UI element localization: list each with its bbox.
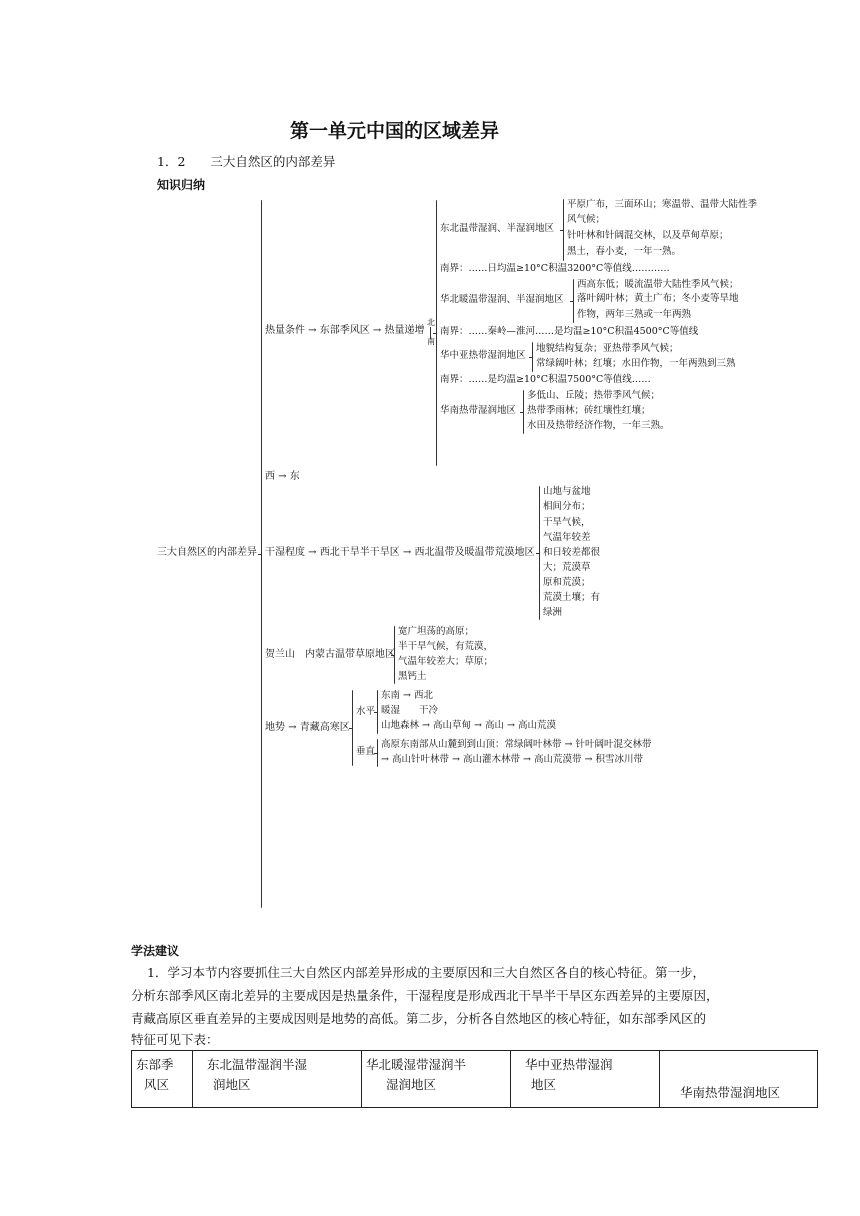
dry-label: 干湿程度 → 西北干旱半干旱区 → 西北温带及暖温带荒漠地区 <box>265 547 535 558</box>
vertical-line-1: 高原东南部从山麓到到山顶：常绿阔叶林带 → 针叶阔叶混交林带 <box>381 739 652 750</box>
horizontal-line-2: 暖湿 干冷 <box>381 705 439 716</box>
terrain-brace <box>352 690 353 766</box>
helan-label: 贺兰山 内蒙古温带草原地区 <box>265 649 395 660</box>
dry-item: 大；荒漠草 <box>543 562 591 573</box>
ne-line-3: 针叶林和针阔混交林，以及草甸草原； <box>567 230 729 241</box>
sc-line-2: 热带季雨林；砖红壤性红壤； <box>527 405 651 416</box>
cell-text: 风区 <box>144 1077 170 1092</box>
sc-region: 华南热带湿润地区 <box>440 405 517 416</box>
cell-text: 华中亚热带湿润 <box>525 1057 613 1072</box>
nc-region: 华北暖温带湿润、半湿润地区 <box>440 294 564 305</box>
border-2: 南界：……秦岭—淮河……是均温≥10°C积温4500°C等值线 <box>440 326 699 337</box>
helan-item: 气温年较差大；草原； <box>398 656 494 667</box>
root-brace <box>261 200 262 908</box>
vertical-label: 垂直 <box>356 746 376 757</box>
nc-line-1: 西高东低；暖流温带大陆性季风气候； <box>577 279 739 290</box>
helan-item: 黑钙土 <box>398 671 427 682</box>
section-title: 1．2 三大自然区的内部差异 <box>157 154 336 169</box>
ne-line-2: 风气候； <box>567 214 606 225</box>
dry-item: 绿洲 <box>543 607 563 618</box>
sc-line-3: 水田及热带经济作物，一年三熟。 <box>527 420 670 431</box>
sc-line-1: 多低山、丘陵；热带季风气候； <box>527 390 661 401</box>
horizontal-line-3: 山地森林 → 高山草甸 → 高山 → 高山荒漠 <box>381 720 556 731</box>
cc-brace <box>532 342 533 372</box>
nc-line-3: 作物，两年三熟或一年两熟 <box>577 309 692 320</box>
north-label: 北 <box>427 318 435 327</box>
paragraph-line: 1．学习本节内容要抓住三大自然区内部差异形成的主要原因和三大自然区各自的核心特征。第一步， <box>147 965 705 980</box>
horizontal-line-1: 东南 → 西北 <box>381 690 433 701</box>
ne-line-1: 平原广布，三面环山；寒温带、温带大陆性季 <box>567 199 758 210</box>
dry-item: 荒漠土壤；有 <box>543 592 601 603</box>
cell-text: 华北暖湿带湿润半 <box>366 1057 467 1072</box>
border-1: 南界：……日均温≥10°C积温3200°C等值线………… <box>440 263 670 274</box>
dry-item: 气温年较差 <box>543 532 591 543</box>
dry-item: 山地与盆地 <box>543 486 591 497</box>
table-cell <box>132 1051 193 1108</box>
paragraph-line: 特征可见下表： <box>131 1032 219 1047</box>
ne-brace <box>563 199 564 261</box>
cc-region: 华中亚热带湿润地区 <box>440 350 526 361</box>
paragraph-line: 分析东部季风区南北差异的主要成因是热量条件，干湿程度是形成西北干旱半干旱区东西差异的主要原因， <box>131 988 719 1003</box>
cell-text: 湿润地区 <box>386 1077 437 1092</box>
heat-brace <box>436 200 437 466</box>
cell-text: 东北温带湿润半湿 <box>207 1057 308 1072</box>
cc-line-2: 常绿阔叶林；红壤；水田作物，一年两熟到三熟 <box>536 358 736 369</box>
ne-line-4: 黑土，春小麦，一年一熟。 <box>567 246 682 257</box>
nc-line-2: 落叶阔叶林；黄土广布；冬小麦等旱地 <box>577 293 739 304</box>
helan-item: 半干旱气候，有荒漠， <box>398 641 494 652</box>
ne-region: 东北温带湿润、半湿润地区 <box>440 223 555 234</box>
table-row <box>132 1051 818 1108</box>
dry-item: 相间分布； <box>543 501 591 512</box>
table-cell <box>362 1051 511 1108</box>
helan-item: 宽广坦荡的高原； <box>398 626 475 637</box>
dry-item: 干旱气候， <box>543 517 591 528</box>
terrain-label: 地势 → 青藏高寒区 <box>265 722 350 733</box>
page-title: 第一单元中国的区域差异 <box>290 120 500 142</box>
paragraph-line: 青藏高原区垂直差异的主要成因则是地势的高低。第二步，分析各自然地区的核心特征，如东部季风区的 <box>131 1011 707 1026</box>
helan-brace <box>394 626 395 684</box>
horizontal-brace <box>377 690 378 734</box>
border-3: 南界：……是均温≥10°C积温7500°C等值线…… <box>440 374 651 385</box>
table-cell <box>511 1051 660 1108</box>
heading-knowledge: 知识归纳 <box>157 178 206 192</box>
south-label: 南 <box>427 337 435 346</box>
vertical-line-2: → 高山针叶林带 → 高山灌木林带 → 高山荒漠带 → 积雪冰川带 <box>381 754 643 765</box>
dry-item: 原和荒漠； <box>543 577 591 588</box>
west-east-label: 西 → 东 <box>265 471 300 482</box>
dry-item: 和日较差都很 <box>543 547 601 558</box>
vertical-brace <box>377 739 378 767</box>
cc-line-1: 地貌结构复杂；亚热带季风气候； <box>536 343 679 354</box>
root-label: 三大自然区的内部差异 <box>157 547 257 558</box>
dry-brace <box>539 486 540 620</box>
cell-text: 地区 <box>531 1077 557 1092</box>
feature-table <box>131 1050 818 1108</box>
heat-label: 热量条件 → 东部季风区 → 热量递增 <box>265 325 425 336</box>
table-cell <box>660 1051 818 1108</box>
cell-text: 东部季 <box>136 1057 174 1072</box>
sc-brace <box>523 390 524 434</box>
nc-brace <box>573 279 574 323</box>
heading-advice: 学法建议 <box>131 944 180 958</box>
table-cell <box>193 1051 362 1108</box>
cell-text: 润地区 <box>213 1077 251 1092</box>
cell-text: 华南热带湿润地区 <box>680 1085 781 1100</box>
horizontal-label: 水平 <box>356 706 376 717</box>
